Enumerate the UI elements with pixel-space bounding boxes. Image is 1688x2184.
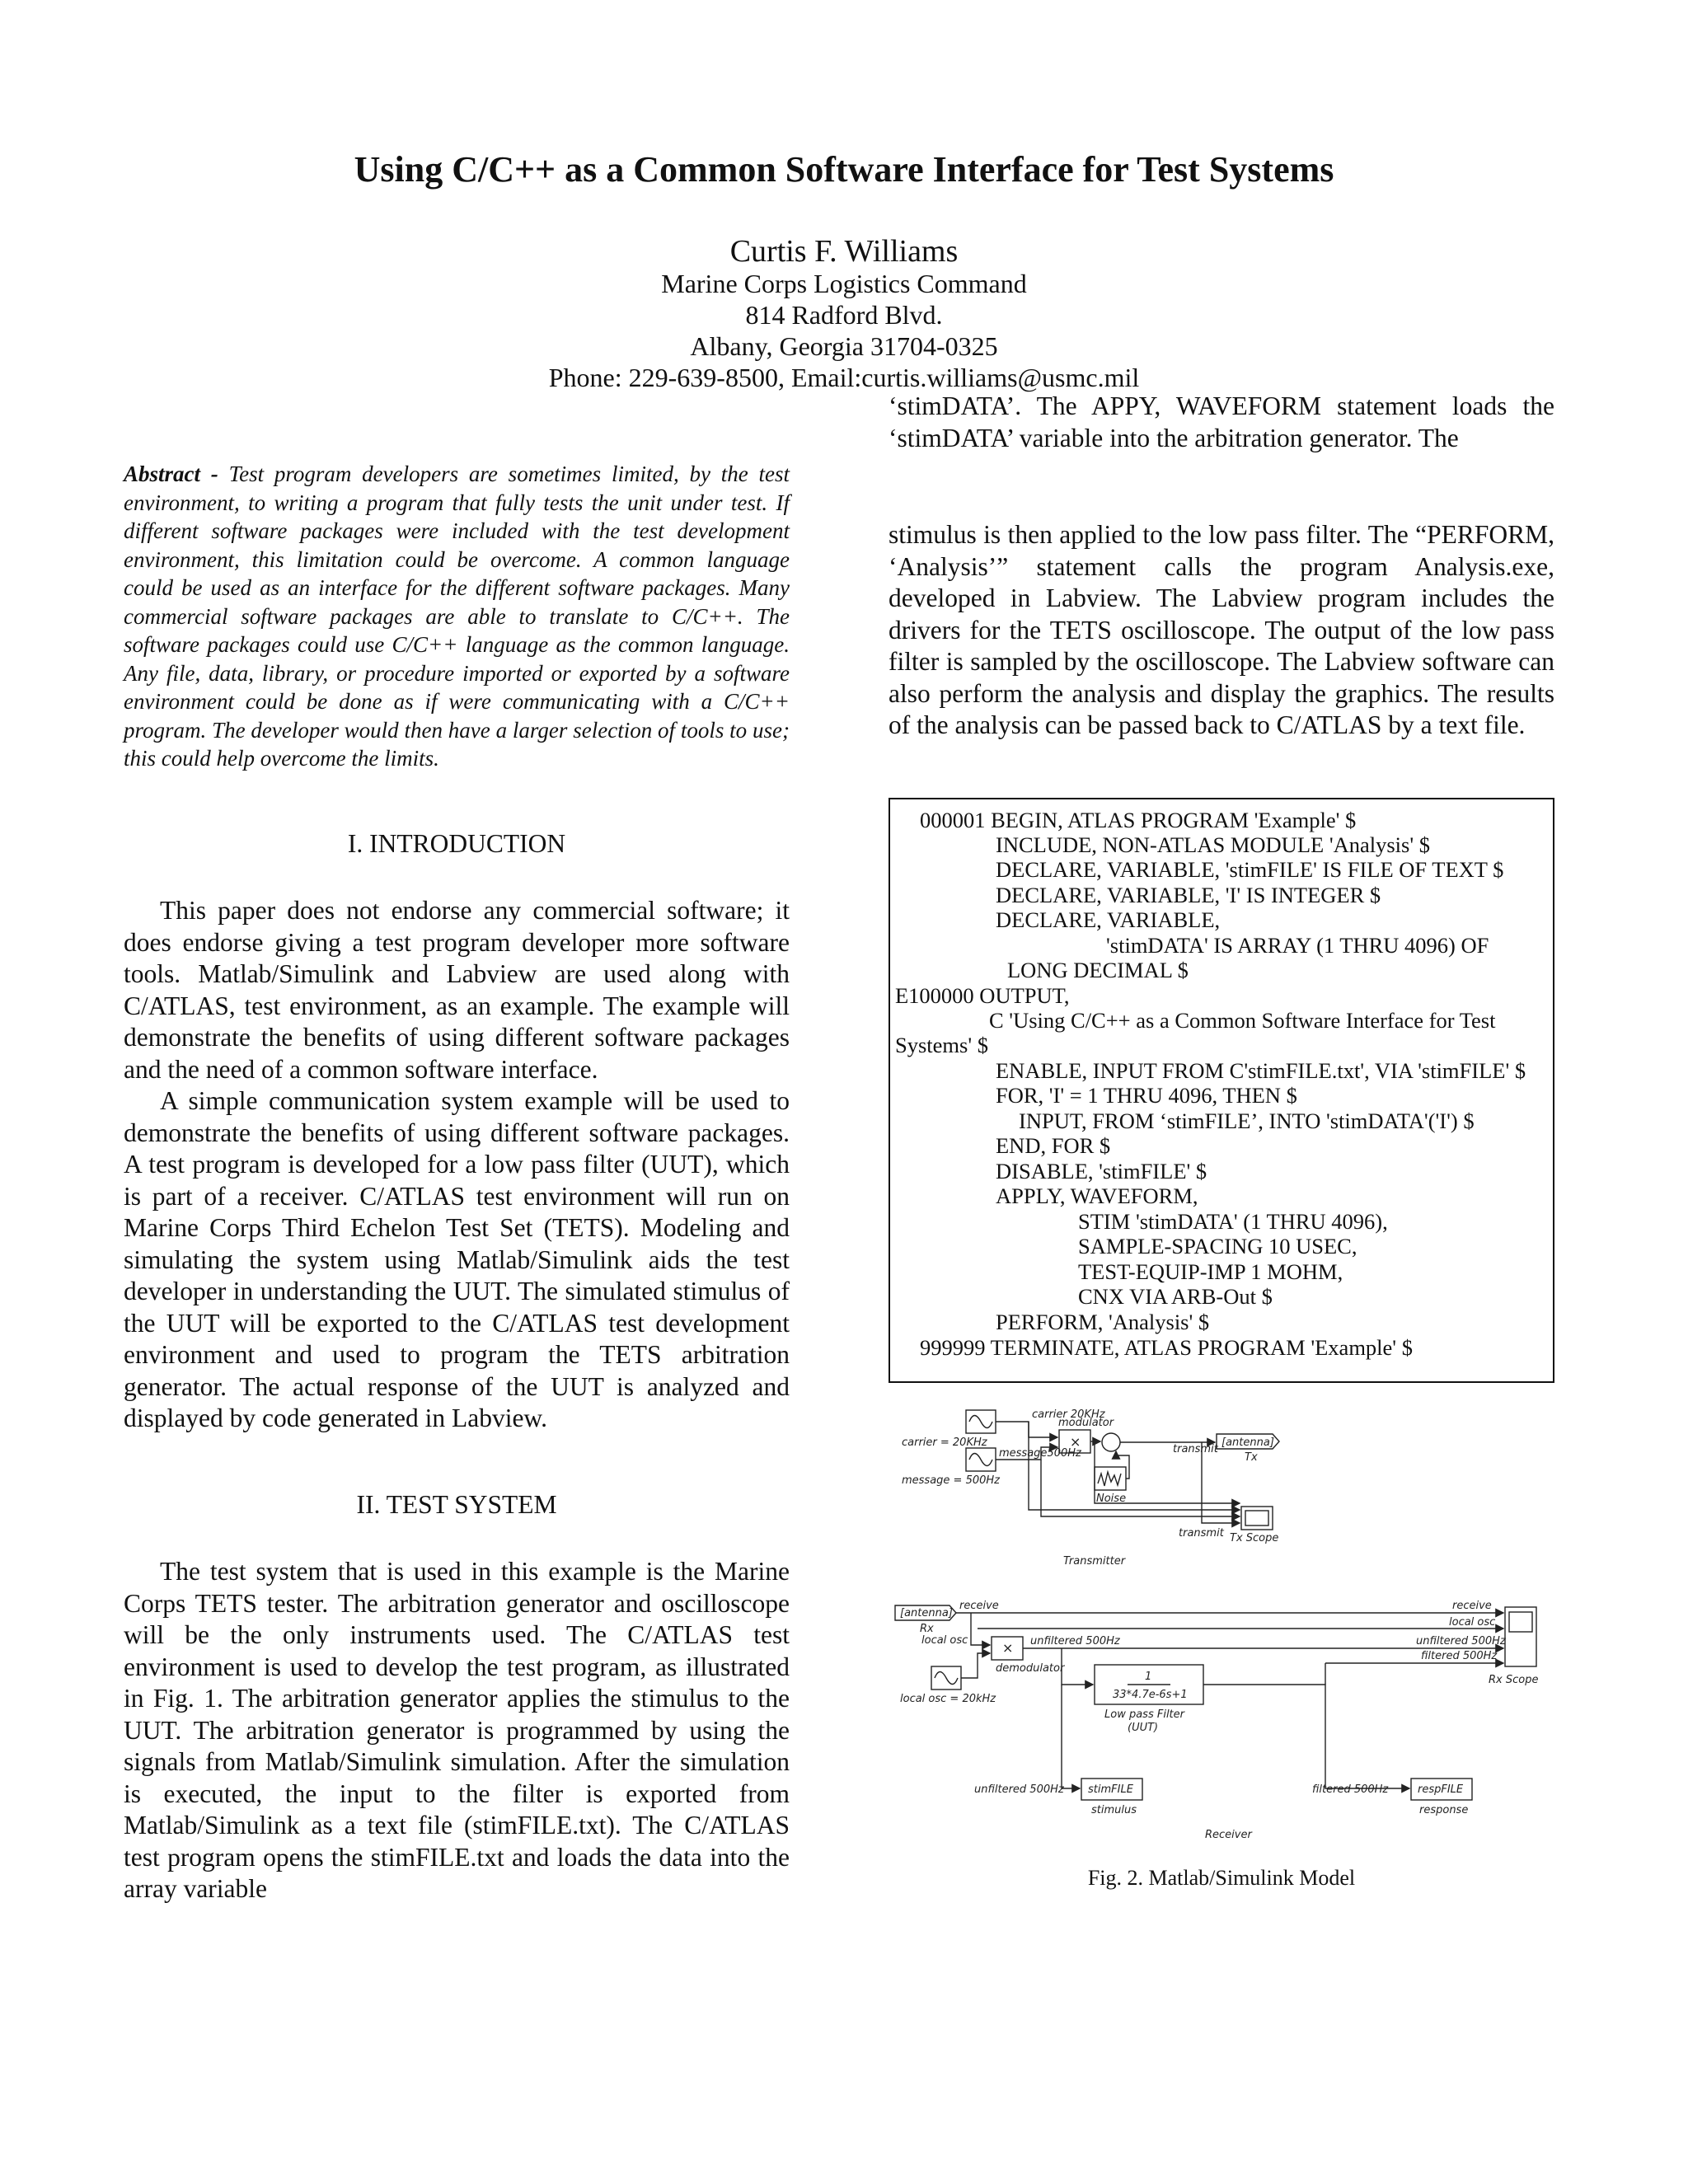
diagram-label: Rx <box>920 1623 934 1635</box>
abstract-text: Test program developers are sometimes limited, by the test environment, to writing a program that fully tests the unit under test. If different software packages were included with the test development environment, this limitation could be overcome. A common language could be used as an interface for the different software packages. Many commercial software packages are able to translate to C/C++. The software packages could use C/C++ language as the common language. Any file, data, library, or procedure imported or exported by a software environment could be done as if were communicating with a C/C++ program. The developer would then have a larger selection of tools to use; this could help overcome the limits. <box>124 462 790 771</box>
diagram-label: receive <box>959 1600 999 1612</box>
diagram-label: [antenna] <box>900 1607 953 1619</box>
diagram-label: Tx <box>1245 1451 1258 1464</box>
code-line: FOR, 'I' = 1 THRU 4096, THEN $ <box>996 1083 1297 1108</box>
code-line: SAMPLE-SPACING 10 USEC, <box>1078 1234 1357 1258</box>
diagram-label: unfiltered 500Hz <box>1030 1635 1120 1647</box>
affiliation-line: Marine Corps Logistics Command <box>661 269 1027 298</box>
paragraph: This paper does not endorse any commercial software; it does endorse giving a test program developer more software tools. Matlab/Simulink and Labview are used along with C/ATLAS, test environment, as an example. The example will demonstrate the benefits of using different software packages and the need of a common software interface. <box>124 896 790 1084</box>
right-column-continuation <box>889 391 1554 454</box>
diagram-label: local osc <box>1449 1616 1496 1629</box>
diagram-label: (UUT) <box>1128 1722 1159 1734</box>
diagram-label: carrier = 20KHz <box>902 1436 987 1449</box>
code-line: 000001 BEGIN, ATLAS PROGRAM 'Example' $ <box>920 808 1357 832</box>
diagram-label: respFILE <box>1418 1783 1464 1796</box>
diagram-label: Receiver <box>1205 1829 1252 1841</box>
diagram-label: Noise <box>1096 1493 1127 1505</box>
code-line: 'stimDATA' IS ARRAY (1 THRU 4096) OF <box>1106 933 1489 958</box>
code-line: INCLUDE, NON-ATLAS MODULE 'Analysis' $ <box>996 832 1430 857</box>
diagram-label: 33*4.7e-6s+1 <box>1113 1689 1188 1701</box>
diagram-label: local osc = 20kHz <box>900 1693 996 1705</box>
atlas-code-listing <box>889 798 1554 1383</box>
sum-block <box>1102 1433 1120 1451</box>
diagram-label: response <box>1419 1804 1469 1816</box>
diagram-label: × <box>1070 1434 1081 1450</box>
diagram-label: unfiltered 500Hz <box>1416 1635 1506 1647</box>
code-line: TEST-EQUIP-IMP 1 MOHM, <box>1078 1259 1343 1284</box>
diagram-label: stimulus <box>1091 1804 1137 1816</box>
paragraph: The test system that is used in this example is the Marine Corps TETS tester. The arbitration generator and oscilloscope will be the only instruments used. The C/ATLAS test environment is used to develop the test program, as illustrated in Fig. 1. The arbitration generator applies the stimulus to the UUT. The arbitration generator is programmed by using the signals from Matlab/Simulink simulation. After the simulation is executed, the input to the filter is exported from Matlab/Simulink as a text file (stimFILE.txt). The C/ATLAS test program opens the stimFILE.txt and loads the data into the array variable <box>124 1557 790 1903</box>
diagram-label: local osc <box>921 1634 968 1647</box>
code-line: E100000 OUTPUT, <box>895 983 1070 1008</box>
diagram-label: transmit <box>1179 1527 1224 1540</box>
diagram-label: receive <box>1452 1600 1492 1612</box>
code-line: PERFORM, 'Analysis' $ <box>996 1310 1210 1334</box>
test-system-body <box>124 1556 790 1905</box>
paragraph: A simple communication system example will be used to demonstrate the benefits of using different software packages. A test program is developed for a low pass filter (UUT), which is part of a receiver. C/ATLAS test environment will run on Marine Corps Third Echelon Test Set (TETS). Modeling and simulating the system using Matlab/Simulink aids the test developer in understanding the UUT. The simulated stimulus of the UUT will be exported to the C/ATLAS test development environment and used to program the TETS arbitration generator. The actual response of the UUT is analyzed and displayed by code generated in Labview. <box>124 1086 790 1432</box>
code-line: INPUT, FROM ‘stimFILE’, INTO 'stimDATA'('I') $ <box>1019 1108 1475 1133</box>
code-line: CNX VIA ARB-Out $ <box>1078 1284 1273 1309</box>
code-line: Systems' $ <box>895 1033 989 1057</box>
code-line: DECLARE, VARIABLE, 'I' IS INTEGER $ <box>996 883 1381 907</box>
code-line: APPLY, WAVEFORM, <box>996 1183 1198 1208</box>
diagram-label: Low pass Filter <box>1104 1708 1184 1721</box>
affiliation-line: 814 Radford Blvd. <box>745 300 943 330</box>
diagram-label: message500Hz <box>999 1447 1081 1460</box>
affiliation-line: Phone: 229-639-8500, Email:curtis.williams@usmc.mil <box>548 363 1140 392</box>
section-heading-introduction: I. INTRODUCTION <box>347 829 566 858</box>
diagram-label: transmit <box>1173 1443 1218 1455</box>
diagram-label: × <box>1002 1640 1014 1656</box>
diagram-label: demodulator <box>996 1662 1065 1675</box>
code-line: DECLARE, VARIABLE, <box>996 907 1221 932</box>
diagram-label: modulator <box>1058 1417 1114 1429</box>
diagram-label: stimFILE <box>1088 1783 1133 1796</box>
right-column-paragraph <box>889 519 1554 742</box>
introduction-body <box>124 895 790 1435</box>
diagram-label: Tx Scope <box>1230 1532 1279 1544</box>
code-line: C 'Using C/C++ as a Common Software Interface for Test <box>989 1008 1496 1033</box>
figure-caption: Fig. 2. Matlab/Simulink Model <box>1087 1866 1356 1890</box>
diagram-label: Transmitter <box>1063 1555 1126 1568</box>
diagram-label: filtered 500Hz <box>1421 1650 1498 1662</box>
diagram-label: unfiltered 500Hz <box>974 1783 1064 1796</box>
code-line: 999999 TERMINATE, ATLAS PROGRAM 'Example' $ <box>920 1335 1413 1360</box>
author-name: Curtis F. Williams <box>729 234 959 269</box>
code-line: END, FOR $ <box>996 1133 1111 1158</box>
paper-title: Using C/C++ as a Common Software Interface for Test Systems <box>354 149 1334 190</box>
diagram-label: Rx Scope <box>1489 1674 1539 1686</box>
simulink-model-diagram <box>889 1401 1554 1854</box>
code-line: DECLARE, VARIABLE, 'stimFILE' IS FILE OF TEXT $ <box>996 857 1504 882</box>
diagram-label: 1 <box>1145 1671 1152 1683</box>
paragraph: ‘stimDATA’. The APPY, WAVEFORM statement loads the ‘stimDATA’ variable into the arbitration generator. The <box>889 391 1554 452</box>
paragraph: stimulus is then applied to the low pass filter. The “PERFORM, ‘Analysis’” statement calls the program Analysis.exe, developed in Labview. The Labview program includes the drivers for the TETS oscilloscope. The output of the low pass filter is sampled by the oscilloscope. The Labview software can also perform the analysis and display the graphics. The results of the analysis can be passed back to C/ATLAS by a text file. <box>889 520 1554 739</box>
diagram-label: message = 500Hz <box>902 1474 1000 1487</box>
affiliation-line: Albany, Georgia 31704-0325 <box>690 331 998 361</box>
code-line: ENABLE, INPUT FROM C'stimFILE.txt', VIA 'stimFILE' $ <box>996 1058 1526 1083</box>
diagram-label: filtered 500Hz <box>1312 1783 1389 1796</box>
abstract-label: Abstract - <box>124 462 218 486</box>
section-heading-test-system: II. TEST SYSTEM <box>356 1490 557 1519</box>
abstract <box>124 460 790 773</box>
code-line: LONG DECIMAL $ <box>1007 958 1189 982</box>
code-line: STIM 'stimDATA' (1 THRU 4096), <box>1078 1209 1388 1234</box>
diagram-label: [antenna] <box>1221 1436 1274 1449</box>
diagram-label: carrier 20KHz <box>1032 1408 1105 1421</box>
code-line: DISABLE, 'stimFILE' $ <box>996 1159 1207 1183</box>
